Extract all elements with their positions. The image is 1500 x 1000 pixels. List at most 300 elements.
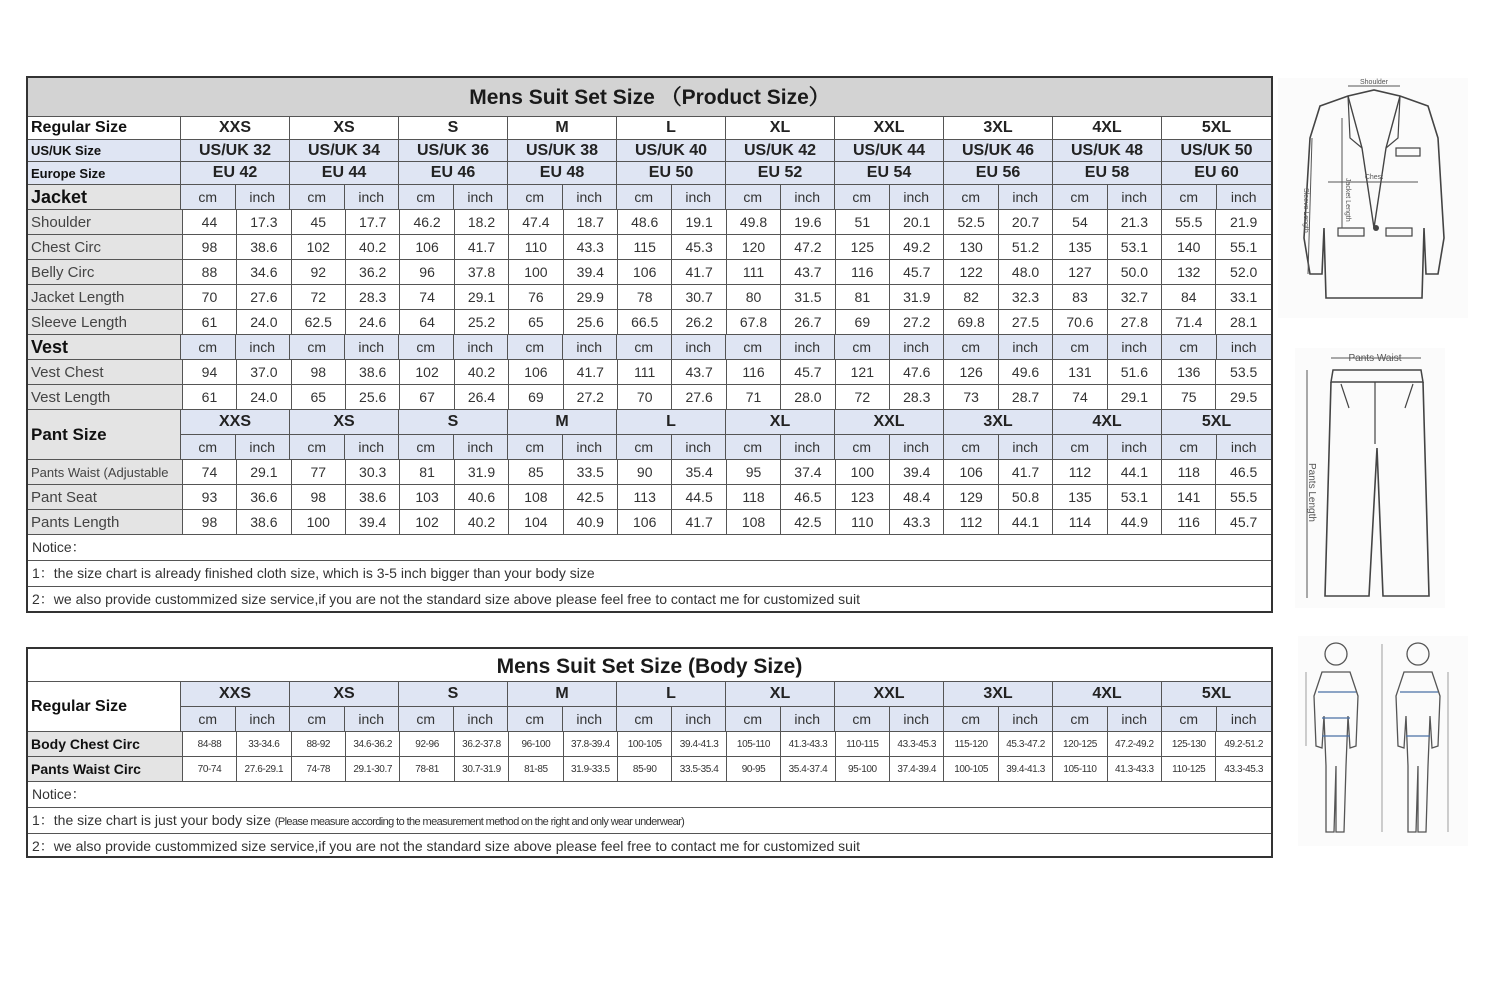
pant-value: 31.9 (455, 460, 509, 484)
jacket-value: 135 (1053, 235, 1107, 259)
jacket-value: 106 (400, 235, 454, 259)
body-measure-value: 33-34.6 (237, 732, 291, 756)
unit-inch-cell: inch (890, 335, 945, 359)
pant-size-cell-9: 5XL (1162, 410, 1271, 434)
jacket-value: 32.3 (999, 285, 1053, 309)
eu-cell-3: EU 48 (508, 162, 617, 184)
vest-header-row (28, 335, 1271, 360)
jacket-section-label: Jacket (28, 185, 181, 209)
body-measure-value: 115-120 (944, 732, 998, 756)
jacket-value: 110 (509, 235, 563, 259)
pant-value: 37.4 (781, 460, 835, 484)
jacket-value: 67.8 (727, 310, 781, 334)
jacket-value: 41.7 (672, 260, 726, 284)
unit-cm-cell: cm (944, 435, 999, 459)
pant-label: Pant Seat (28, 485, 183, 509)
jacket-value: 53.1 (1108, 235, 1162, 259)
jacket-value: 18.2 (455, 210, 509, 234)
pant-value: 38.6 (237, 510, 291, 534)
jacket-value: 26.2 (672, 310, 726, 334)
pant-value: 42.5 (781, 510, 835, 534)
unit-cm-cell: cm (399, 335, 454, 359)
vest-value: 26.4 (455, 385, 509, 409)
jacket-value: 45.7 (890, 260, 944, 284)
jacket-value: 29.9 (564, 285, 618, 309)
jacket-value: 81 (836, 285, 890, 309)
jacket-value: 43.3 (564, 235, 618, 259)
unit-inch-cell: inch (236, 185, 291, 209)
jacket-value: 50.0 (1108, 260, 1162, 284)
body-measure-value: 70-74 (183, 757, 237, 781)
vest-value: 28.3 (890, 385, 944, 409)
pant-value: 43.3 (890, 510, 944, 534)
usuk-cell-7: US/UK 46 (944, 140, 1053, 161)
pant-value: 90 (618, 460, 672, 484)
product-notice-2: 2：we also provide custommized size service,if you are not the standard size above please feel free to contact me for customized suit (32, 591, 860, 607)
pant-value: 106 (618, 510, 672, 534)
body-measure-value: 39.4-41.3 (672, 732, 726, 756)
pant-size-cell-7: 3XL (944, 410, 1053, 434)
jacket-value: 31.5 (781, 285, 835, 309)
pant-value: 39.4 (890, 460, 944, 484)
size-cell-4: L (617, 117, 726, 139)
unit-inch-cell: inch (563, 335, 618, 359)
product-table-title (28, 78, 1271, 117)
jacket-value: 21.3 (1108, 210, 1162, 234)
jacket-diagram-icon (1278, 78, 1468, 318)
body-measure-value: 84-88 (183, 732, 237, 756)
jacket-value: 37.8 (455, 260, 509, 284)
jacket-row (28, 210, 1271, 235)
pant-value: 44.9 (1108, 510, 1162, 534)
eu-cell-4: EU 50 (617, 162, 726, 184)
unit-cm-cell: cm (290, 335, 345, 359)
eu-cell-8: EU 58 (1053, 162, 1162, 184)
vest-value: 67 (400, 385, 454, 409)
jacket-value: 47.4 (509, 210, 563, 234)
unit-inch-cell: inch (890, 707, 945, 731)
pant-value: 95 (727, 460, 781, 484)
body-measure-row (28, 757, 1271, 782)
unit-inch-cell: inch (1108, 707, 1163, 731)
usuk-cell-4: US/UK 40 (617, 140, 726, 161)
vest-label: Vest Chest (28, 360, 183, 384)
vest-section-label: Vest (28, 335, 181, 359)
pant-value: 55.5 (1230, 489, 1258, 505)
usuk-cell-8: US/UK 48 (1053, 140, 1162, 161)
jacket-value: 65 (509, 310, 563, 334)
body-size-cell-0: XXS (181, 682, 290, 706)
pant-label: Pants Length (28, 510, 183, 534)
size-cell-8: 4XL (1053, 117, 1162, 139)
jacket-value: 20.1 (890, 210, 944, 234)
unit-cm-cell: cm (181, 435, 236, 459)
unit-inch-cell: inch (890, 435, 945, 459)
pant-value: 123 (836, 485, 890, 509)
size-cell-6: XXL (835, 117, 944, 139)
pant-header-block (28, 410, 1271, 460)
jacket-value: 83 (1053, 285, 1107, 309)
body-measure-value: 43.3-45.3 (1224, 763, 1263, 775)
body-notice-1-detail: (Please measure according to the measurement method on the right and only wear underwear) (274, 816, 685, 828)
unit-cm-cell: cm (617, 435, 672, 459)
pant-value: 113 (618, 485, 672, 509)
jacket-label: Shoulder (28, 210, 183, 234)
body-measure-value: 41.3-43.3 (781, 732, 835, 756)
body-measure-value: 96-100 (509, 732, 563, 756)
vest-value: 28.7 (999, 385, 1053, 409)
unit-cm-cell: cm (1053, 335, 1108, 359)
unit-cm-cell: cm (617, 707, 672, 731)
unit-inch-cell: inch (345, 435, 400, 459)
jacket-value: 38.6 (237, 235, 291, 259)
jacket-value: 82 (944, 285, 998, 309)
vest-value: 61 (183, 385, 237, 409)
body-measure-value: 45.3-47.2 (999, 732, 1053, 756)
unit-inch-cell: inch (454, 335, 509, 359)
vest-value: 65 (292, 385, 346, 409)
unit-cm-cell: cm (508, 335, 563, 359)
jacket-value: 72 (292, 285, 346, 309)
body-measure-value: 78-81 (400, 757, 454, 781)
pant-value: 33.5 (564, 460, 618, 484)
jacket-value: 17.7 (346, 210, 400, 234)
body-measure-value: 81-85 (509, 757, 563, 781)
usuk-cell-1: US/UK 34 (290, 140, 399, 161)
body-measure-value: 30.7-31.9 (455, 757, 509, 781)
jacket-value: 69 (836, 310, 890, 334)
pant-value: 44.1 (1108, 460, 1162, 484)
vest-value: 38.6 (346, 360, 400, 384)
vest-value: 111 (618, 360, 672, 384)
pant-size-cell-4: L (617, 410, 726, 434)
jacket-value: 102 (292, 235, 346, 259)
pant-value: 30.3 (346, 460, 400, 484)
pant-value: 103 (400, 485, 454, 509)
unit-inch-cell: inch (1217, 185, 1272, 209)
jacket-value: 78 (618, 285, 672, 309)
jacket-value: 122 (944, 260, 998, 284)
jacket-value: 55.5 (1162, 210, 1216, 234)
body-measure-value: 39.4-41.3 (999, 757, 1053, 781)
jacket-value: 45 (292, 210, 346, 234)
jacket-value: 48.6 (618, 210, 672, 234)
jacket-value: 25.6 (564, 310, 618, 334)
jacket-header-row (28, 185, 1271, 210)
jacket-value: 111 (727, 260, 781, 284)
vest-value: 40.2 (455, 360, 509, 384)
unit-cm-cell: cm (726, 707, 781, 731)
jacket-value: 26.7 (781, 310, 835, 334)
product-notice-1: 1：the size chart is already finished cloth size, which is 3-5 inch bigger than your body size (28, 561, 1271, 587)
body-measure-value: 49.2-51.2 (1224, 738, 1263, 750)
unit-inch-cell: inch (345, 707, 400, 731)
body-notice-2: 2：we also provide custommized size service,if you are not the standard size above please feel free to contact me for customized suit (32, 838, 860, 854)
unit-inch-cell: inch (672, 335, 727, 359)
product-title-main: Mens Suit Set Size (469, 86, 655, 109)
vest-value: 29.5 (1230, 389, 1258, 405)
unit-inch-cell: inch (1108, 335, 1163, 359)
jacket-value: 115 (618, 235, 672, 259)
body-size-cell-2: S (399, 682, 508, 706)
unit-inch-cell: inch (781, 335, 836, 359)
vest-value: 121 (836, 360, 890, 384)
pant-value: 118 (1162, 460, 1216, 484)
usuk-cell-2: US/UK 36 (399, 140, 508, 161)
jacket-sleeve-label: Sleeve Length (1302, 188, 1309, 233)
pant-value: 102 (400, 510, 454, 534)
jacket-value: 41.7 (455, 235, 509, 259)
jacket-value: 62.5 (292, 310, 346, 334)
pant-value: 118 (727, 485, 781, 509)
pant-value: 141 (1162, 485, 1216, 509)
jacket-value: 96 (400, 260, 454, 284)
unit-inch-cell: inch (672, 435, 727, 459)
unit-cm-cell: cm (290, 185, 345, 209)
jacket-value: 88 (183, 260, 237, 284)
europe-size-row (28, 162, 1271, 185)
body-notice-1 (28, 808, 1271, 834)
jacket-value: 61 (183, 310, 237, 334)
jacket-value: 69.8 (944, 310, 998, 334)
body-measure-value: 36.2-37.8 (455, 732, 509, 756)
body-measure-value: 92-96 (400, 732, 454, 756)
body-measure-value: 90-95 (727, 757, 781, 781)
jacket-value: 49.8 (727, 210, 781, 234)
pant-value: 112 (1053, 460, 1107, 484)
body-table-title: Mens Suit Set Size (Body Size) (28, 649, 1271, 682)
pant-value: 41.7 (672, 510, 726, 534)
jacket-value: 27.2 (890, 310, 944, 334)
unit-cm-cell: cm (944, 707, 999, 731)
size-cell-0: XXS (181, 117, 290, 139)
size-cell-2: S (399, 117, 508, 139)
jacket-value: 27.6 (237, 285, 291, 309)
body-notice-title: Notice： (28, 782, 1271, 808)
vest-row (28, 385, 1271, 410)
body-measure-value: 35.4-37.4 (781, 757, 835, 781)
pant-value: 81 (400, 460, 454, 484)
body-measure-value: 43.3-45.3 (890, 732, 944, 756)
pant-value: 40.9 (564, 510, 618, 534)
size-cell-7: 3XL (944, 117, 1053, 139)
jacket-value: 20.7 (999, 210, 1053, 234)
product-notice-title: Notice： (28, 535, 1271, 561)
pant-value: 38.6 (346, 485, 400, 509)
usuk-cell-9: US/UK 50 (1162, 140, 1271, 161)
vest-value: 53.5 (1230, 364, 1258, 380)
usuk-cell-0: US/UK 32 (181, 140, 290, 161)
jacket-value: 19.1 (672, 210, 726, 234)
pant-value: 42.5 (564, 485, 618, 509)
pant-value: 112 (944, 510, 998, 534)
pant-value: 39.4 (346, 510, 400, 534)
pant-label: Pants Waist (Adjustable (28, 460, 183, 484)
body-measure-value: 105-110 (1053, 757, 1107, 781)
jacket-value: 21.9 (1230, 214, 1258, 230)
vest-value: 47.6 (890, 360, 944, 384)
body-measure-value: 100-105 (618, 732, 672, 756)
vest-value: 94 (183, 360, 237, 384)
body-size-cell-7: 3XL (944, 682, 1053, 706)
eu-cell-2: EU 46 (399, 162, 508, 184)
pant-value: 98 (183, 510, 237, 534)
unit-inch-cell: inch (999, 707, 1054, 731)
unit-inch-cell: inch (236, 707, 291, 731)
jacket-value: 52.0 (1230, 264, 1258, 280)
vest-value: 27.2 (564, 385, 618, 409)
unit-inch-cell: inch (236, 435, 291, 459)
jacket-value: 31.9 (890, 285, 944, 309)
jacket-value: 98 (183, 235, 237, 259)
unit-inch-cell: inch (999, 185, 1054, 209)
jacket-value: 28.1 (1230, 314, 1258, 330)
vest-value: 75 (1162, 385, 1216, 409)
jacket-value: 47.2 (781, 235, 835, 259)
vest-value: 126 (944, 360, 998, 384)
jacket-label: Jacket Length (28, 285, 183, 309)
jacket-shoulder-label: Shoulder (1359, 79, 1389, 86)
body-measure-value: 110-115 (836, 732, 890, 756)
jacket-value: 17.3 (237, 210, 291, 234)
pant-value: 50.8 (999, 485, 1053, 509)
body-measure-label: Pants Waist Circ (28, 757, 183, 781)
pant-value: 29.1 (237, 460, 291, 484)
eu-cell-1: EU 44 (290, 162, 399, 184)
unit-inch-cell: inch (1108, 185, 1163, 209)
body-measure-value: 125-130 (1162, 732, 1216, 756)
vest-value: 70 (618, 385, 672, 409)
body-measure-value: 88-92 (292, 732, 346, 756)
vest-value: 37.0 (237, 360, 291, 384)
body-measure-value: 95-100 (836, 757, 890, 781)
pant-value: 106 (944, 460, 998, 484)
jacket-value: 64 (400, 310, 454, 334)
jacket-value: 70.6 (1053, 310, 1107, 334)
size-cell-3: M (508, 117, 617, 139)
pant-value: 44.1 (999, 510, 1053, 534)
jacket-value: 24.0 (237, 310, 291, 334)
jacket-value: 125 (836, 235, 890, 259)
vest-value: 43.7 (672, 360, 726, 384)
unit-cm-cell: cm (1162, 335, 1217, 359)
pant-value: 110 (836, 510, 890, 534)
usuk-cell-3: US/UK 38 (508, 140, 617, 161)
jacket-value: 130 (944, 235, 998, 259)
vest-value: 72 (836, 385, 890, 409)
pant-value: 108 (727, 510, 781, 534)
jacket-label: Sleeve Length (28, 310, 183, 334)
jacket-value: 48.0 (999, 260, 1053, 284)
jacket-value: 33.1 (1230, 289, 1258, 305)
unit-inch-cell: inch (672, 707, 727, 731)
pant-size-cell-6: XXL (835, 410, 944, 434)
unit-inch-cell: inch (236, 335, 291, 359)
unit-cm-cell: cm (835, 335, 890, 359)
body-size-cell-3: M (508, 682, 617, 706)
pant-value: 48.4 (890, 485, 944, 509)
unit-cm-cell: cm (290, 707, 345, 731)
pant-size-cell-2: S (399, 410, 508, 434)
body-size-cell-8: 4XL (1053, 682, 1162, 706)
body-measure-value: 37.8-39.4 (564, 732, 618, 756)
unit-inch-cell: inch (890, 185, 945, 209)
jacket-value: 76 (509, 285, 563, 309)
unit-inch-cell: inch (563, 435, 618, 459)
pant-value: 114 (1053, 510, 1107, 534)
jacket-value: 27.8 (1108, 310, 1162, 334)
jacket-value: 39.4 (564, 260, 618, 284)
vest-value: 29.1 (1108, 385, 1162, 409)
jacket-value: 70 (183, 285, 237, 309)
pant-row (28, 460, 1271, 485)
unit-cm-cell: cm (835, 185, 890, 209)
vest-value: 41.7 (564, 360, 618, 384)
jacket-value: 49.2 (890, 235, 944, 259)
body-measure-value: 110-125 (1162, 757, 1216, 781)
body-measure-diagram-icon (1298, 636, 1468, 846)
body-measure-label: Body Chest Circ (28, 732, 183, 756)
pant-value: 41.7 (999, 460, 1053, 484)
pant-value: 53.1 (1108, 485, 1162, 509)
unit-inch-cell: inch (345, 185, 400, 209)
pant-value: 74 (183, 460, 237, 484)
pant-value: 104 (509, 510, 563, 534)
pant-value: 45.7 (1230, 514, 1258, 530)
pant-value: 98 (292, 485, 346, 509)
pants-diagram-icon (1295, 348, 1445, 608)
jacket-value: 116 (836, 260, 890, 284)
jacket-row (28, 235, 1271, 260)
eu-cell-0: EU 42 (181, 162, 290, 184)
unit-inch-cell: inch (563, 185, 618, 209)
pant-value: 129 (944, 485, 998, 509)
unit-cm-cell: cm (1162, 185, 1217, 209)
unit-cm-cell: cm (181, 707, 236, 731)
unit-cm-cell: cm (290, 435, 345, 459)
jacket-value: 44 (183, 210, 237, 234)
unit-cm-cell: cm (1053, 707, 1108, 731)
unit-cm-cell: cm (181, 335, 236, 359)
unit-inch-cell: inch (781, 435, 836, 459)
pant-value: 135 (1053, 485, 1107, 509)
unit-inch-cell: inch (454, 435, 509, 459)
jacket-row (28, 310, 1271, 335)
vest-value: 98 (292, 360, 346, 384)
vest-value: 73 (944, 385, 998, 409)
vest-value: 69 (509, 385, 563, 409)
pant-value: 44.5 (672, 485, 726, 509)
eu-cell-5: EU 52 (726, 162, 835, 184)
unit-inch-cell: inch (454, 707, 509, 731)
vest-value: 116 (727, 360, 781, 384)
pant-value: 93 (183, 485, 237, 509)
jacket-value: 45.3 (672, 235, 726, 259)
jacket-value: 80 (727, 285, 781, 309)
vest-value: 74 (1053, 385, 1107, 409)
body-measure-value: 29.1-30.7 (346, 757, 400, 781)
eu-cell-7: EU 56 (944, 162, 1053, 184)
pant-value: 108 (509, 485, 563, 509)
unit-cm-cell: cm (181, 185, 236, 209)
pant-value: 40.6 (455, 485, 509, 509)
usuk-cell-6: US/UK 44 (835, 140, 944, 161)
jacket-value: 52.5 (944, 210, 998, 234)
size-cell-5: XL (726, 117, 835, 139)
pant-size-cell-1: XS (290, 410, 399, 434)
body-measure-value: 85-90 (618, 757, 672, 781)
pant-row (28, 510, 1271, 535)
